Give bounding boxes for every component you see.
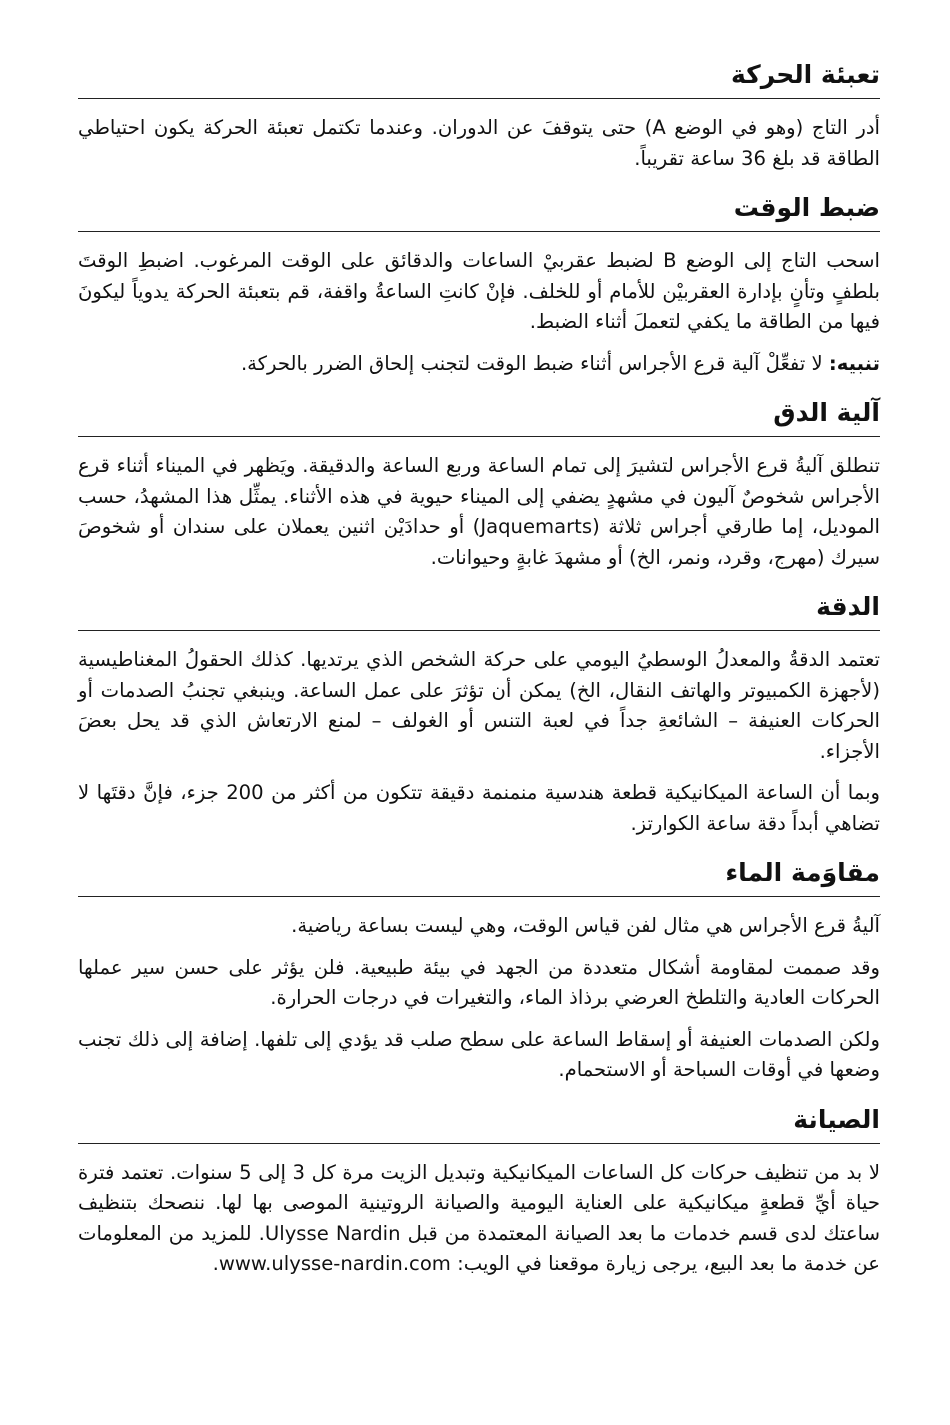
section-striking-mechanism bbox=[78, 396, 880, 573]
warning-text: لا تفعِّلْ آلية قرع الأجراس أثناء ضبط الوقت لتجنب إلحاق الضرر بالحركة. bbox=[240, 351, 829, 375]
paragraph: وبما أن الساعة الميكانيكية قطعة هندسية منمنمة دقيقة تتكون من أكثر من 200 جزء، فإنَّ دقتَها لا تضاهي أبداً دقة ساعة الكوارتز. bbox=[78, 781, 880, 835]
paragraph: تنطلق آليةُ قرع الأجراس لتشيرَ إلى تمام الساعة وربع الساعة والدقيقة. ويَظهر في الميناء أثناء قرع الأجراس شخوصٌ آليون في مشهدٍ يضفي إلى الميناء حيوية في هذه الأثناء. يمثِّل هذا المشهدُ، حسب الموديل، إما طارقي أجراس ثلاثة (Jaquemarts) أو حدادَيْن اثنين يعملان على سندان أو شخوصَ سيرك (مهرج، وقرد، ونمر، الخ) أو مشهدَ غابةٍ وحيوانات. bbox=[78, 454, 880, 569]
section-winding bbox=[78, 58, 880, 174]
warning-note bbox=[78, 349, 880, 380]
section-title: الدقة bbox=[816, 592, 880, 621]
paragraph: وقد صممت لمقاومة أشكال متعددة من الجهد في بيئة طبيعية. فلن يؤثر على حسن سير عملها الحركات العادية والتلطخ العرضي برذاذ الماء، والتغيرات في درجات الحرارة. bbox=[78, 955, 880, 1009]
section-divider bbox=[78, 896, 880, 897]
section-water-resistance bbox=[78, 856, 880, 1086]
paragraph: ولكن الصدمات العنيفة أو إسقاط الساعة على سطح صلب قد يؤدي إلى تلفها. إضافة إلى ذلك تجنب وضعها في أوقات السباحة أو الاستحمام. bbox=[78, 1027, 880, 1081]
section-divider bbox=[78, 1143, 880, 1144]
section-divider bbox=[78, 436, 880, 437]
section-precision bbox=[78, 590, 880, 839]
section-title: ضبط الوقت bbox=[733, 193, 880, 222]
section-title: مقاوَمة الماء bbox=[725, 858, 880, 887]
paragraph: لا بد من تنظيف حركات كل الساعات الميكانيكية وتبديل الزيت مرة كل 3 إلى 5 سنوات. تعتمد فترة حياة أيِّ قطعةٍ ميكانيكية على العناية اليومية والصيانة الروتينية الموصى بها لها. ننصحك بتنظيف ساعتك لدى قسم خدمات ما بعد الصيانة المعتمدة من قبل Ulysse Nardin. للمزيد من المعلومات عن خدمة ما بعد البيع، يرجى زيارة موقعنا في الويب: www.ulysse-nardin.com. bbox=[78, 1160, 880, 1275]
section-title: آلية الدق bbox=[773, 398, 880, 427]
paragraph: أدر التاج (وهو في الوضع A) حتى يتوقفَ عن الدوران. وعندما تكتمل تعبئة الحركة يكون احتياطي الطاقة قد بلغ 36 ساعة تقريباً. bbox=[78, 116, 881, 170]
paragraph: اسحب التاج إلى الوضع B لضبط عقربيْ الساعات والدقائق على الوقت المرغوب. اضبطِ الوقتَ بلطفٍ وتأنٍ بإدارة العقربيْن للأمام أو للخلف. فإنْ كانتِ الساعةُ واقفة، قم بتعبئة الحركة يدوياً ليكونَ فيها من الطاقة ما يكفي لتعملَ أثناء الضبط. bbox=[78, 249, 880, 333]
section-title: تعبئة الحركة bbox=[731, 60, 880, 89]
section-divider bbox=[78, 630, 880, 631]
section-maintenance bbox=[78, 1103, 880, 1280]
paragraph: آليةُ قرع الأجراس هي مثال لفن قياس الوقت، وهي ليست بساعة رياضية. bbox=[291, 914, 880, 937]
section-title: الصيانة bbox=[793, 1104, 880, 1134]
paragraph: تعتمد الدقةُ والمعدلُ الوسطيُ اليومي على حركة الشخص الذي يرتديها. كذلك الحقولُ المغناطيسية (لأجهزة الكمبيوتر والهاتف النقال، الخ) يمكن أن تؤثرَ على عمل الساعة. وينبغي تجنبُ الصدمات أو الحركات العنيفة – الشائعةِ جداً في لعبة التنس أو الغولف – لمنع الارتعاش الذي قد يحل بعضَ الأجزاء. bbox=[78, 648, 880, 763]
section-divider bbox=[78, 231, 880, 232]
warning-label: تنبيه: bbox=[828, 351, 880, 375]
section-time-setting bbox=[78, 191, 880, 379]
section-divider bbox=[78, 98, 880, 99]
